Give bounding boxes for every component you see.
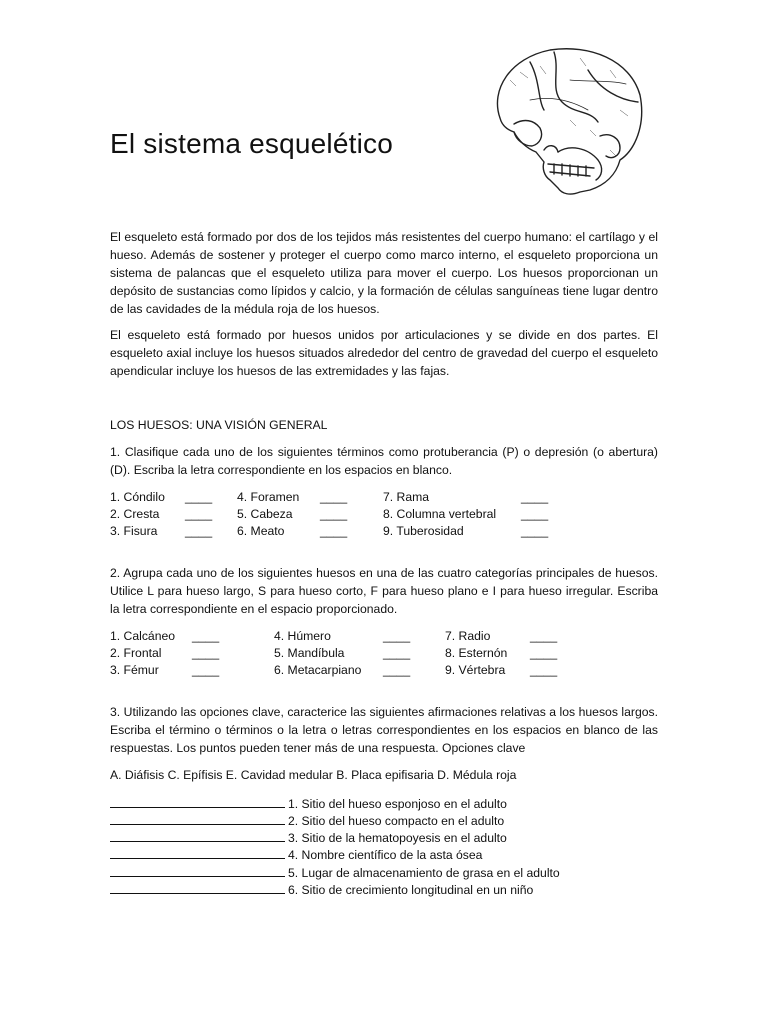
q2-item-7: 7. Radio xyxy=(445,629,491,643)
q2-item-3: 3. Fémur xyxy=(110,663,159,677)
q3-statement-5: 5. Lugar de almacenamiento de grasa en el adulto xyxy=(288,866,560,880)
q3-statement-row xyxy=(110,812,504,830)
q3-answer-line-2[interactable] xyxy=(110,812,285,825)
q2-item-5: 5. Mandíbula xyxy=(274,646,345,660)
q1-blank-6[interactable]: ____ xyxy=(320,524,348,538)
q1-blank-8[interactable]: ____ xyxy=(521,507,549,521)
q1-item-9: 9. Tuberosidad xyxy=(383,524,464,538)
q3-answer-line-4[interactable] xyxy=(110,846,285,859)
q2-item-4: 4. Húmero xyxy=(274,629,331,643)
skull-illustration xyxy=(470,40,645,200)
q3-answer-line-1[interactable] xyxy=(110,795,285,808)
q2-blank-2[interactable]: ____ xyxy=(192,646,220,660)
q2-item-1: 1. Calcáneo xyxy=(110,629,176,643)
document-title: El sistema esquelético xyxy=(110,128,393,159)
q3-instruction: 3. Utilizando las opciones clave, caracterice las siguientes afirmaciones relativas a los huesos largos. Escriba el término o términos o la letra o letras correspondientes en los espacios en blanco de las respuestas. Los puntos pueden tener más de una respuesta. Opciones clave xyxy=(110,705,658,755)
q1-item-3: 3. Fisura xyxy=(110,524,158,538)
q3-statement-row xyxy=(110,829,507,847)
q2-blank-1[interactable]: ____ xyxy=(192,629,220,643)
q2-blank-7[interactable]: ____ xyxy=(530,629,558,643)
q3-answer-line-5[interactable] xyxy=(110,864,285,877)
q2-blank-8[interactable]: ____ xyxy=(530,646,558,660)
section-heading: LOS HUESOS: UNA VISIÓN GENERAL xyxy=(110,418,328,432)
intro-paragraph-2: El esqueleto está formado por huesos unidos por articulaciones y se divide en dos partes. El esqueleto axial incluye los huesos situados alrededor del centro de gravedad del cuerpo el esqueleto apendicular incluye los huesos de las extremidades y las fajas. xyxy=(110,328,658,378)
q2-blank-5[interactable]: ____ xyxy=(383,646,411,660)
q1-item-5: 5. Cabeza xyxy=(237,507,293,521)
q1-blank-5[interactable]: ____ xyxy=(320,507,348,521)
q3-statement-1: 1. Sitio del hueso esponjoso en el adulto xyxy=(288,797,507,811)
q1-blank-7[interactable]: ____ xyxy=(521,490,549,504)
q3-statement-4: 4. Nombre científico de la asta ósea xyxy=(288,848,483,862)
q1-item-8: 8. Columna vertebral xyxy=(383,507,497,521)
q2-item-2: 2. Frontal xyxy=(110,646,162,660)
q2-item-6: 6. Metacarpiano xyxy=(274,663,362,677)
q3-answer-line-3[interactable] xyxy=(110,829,285,842)
q1-item-7: 7. Rama xyxy=(383,490,430,504)
q1-blank-4[interactable]: ____ xyxy=(320,490,348,504)
q3-statement-row xyxy=(110,795,507,813)
q3-statement-6: 6. Sitio de crecimiento longitudinal en un niño xyxy=(288,883,534,897)
q2-blank-3[interactable]: ____ xyxy=(192,663,220,677)
q3-statement-2: 2. Sitio del hueso compacto en el adulto xyxy=(288,814,505,828)
q2-instruction: 2. Agrupa cada uno de los siguientes huesos en una de las cuatro categorías principales de huesos. Utilice L para hueso largo, S para hueso corto, F para hueso plano e I para hueso irregular. Escriba la letra correspondiente en el espacio proporcionado. xyxy=(110,566,658,616)
q2-blank-4[interactable]: ____ xyxy=(383,629,411,643)
q1-item-6: 6. Meato xyxy=(237,524,285,538)
q1-blank-3[interactable]: ____ xyxy=(185,524,213,538)
q1-blank-2[interactable]: ____ xyxy=(185,507,213,521)
q1-blank-9[interactable]: ____ xyxy=(521,524,549,538)
q3-statement-row xyxy=(110,846,482,864)
q2-item-9: 9. Vértebra xyxy=(445,663,506,677)
q1-blank-1[interactable]: ____ xyxy=(185,490,213,504)
q3-statement-3: 3. Sitio de la hematopoyesis en el adulto xyxy=(288,831,507,845)
q3-statement-row xyxy=(110,864,560,882)
q2-blank-6[interactable]: ____ xyxy=(383,663,411,677)
q3-answer-line-6[interactable] xyxy=(110,881,285,894)
intro-paragraph-1: El esqueleto está formado por dos de los tejidos más resistentes del cuerpo humano: el cartílago y el hueso. Además de sostener y proteger el cuerpo como marco interno, el esqueleto proporciona un sistema de palancas que el esqueleto utiliza para mover el cuerpo. Los huesos proporcionan un depósito de sustancias como lípidos y calcio, y la formación de células sanguíneas tiene lugar dentro de las cavidades de la médula roja de los huesos. xyxy=(110,230,658,316)
q1-item-2: 2. Cresta xyxy=(110,507,160,521)
q1-instruction: 1. Clasifique cada uno de los siguientes términos como protuberancia (P) o depresión (o abertura) (D). Escriba la letra correspondiente en los espacios en blanco. xyxy=(110,445,658,477)
q1-item-4: 4. Foramen xyxy=(237,490,300,504)
q2-blank-9[interactable]: ____ xyxy=(530,663,558,677)
q2-item-8: 8. Esternón xyxy=(445,646,508,660)
q3-key-options: A. Diáfisis C. Epífisis E. Cavidad medular B. Placa epifisaria D. Médula roja xyxy=(110,768,517,782)
q3-statement-row xyxy=(110,881,533,899)
q1-item-1: 1. Cóndilo xyxy=(110,490,165,504)
